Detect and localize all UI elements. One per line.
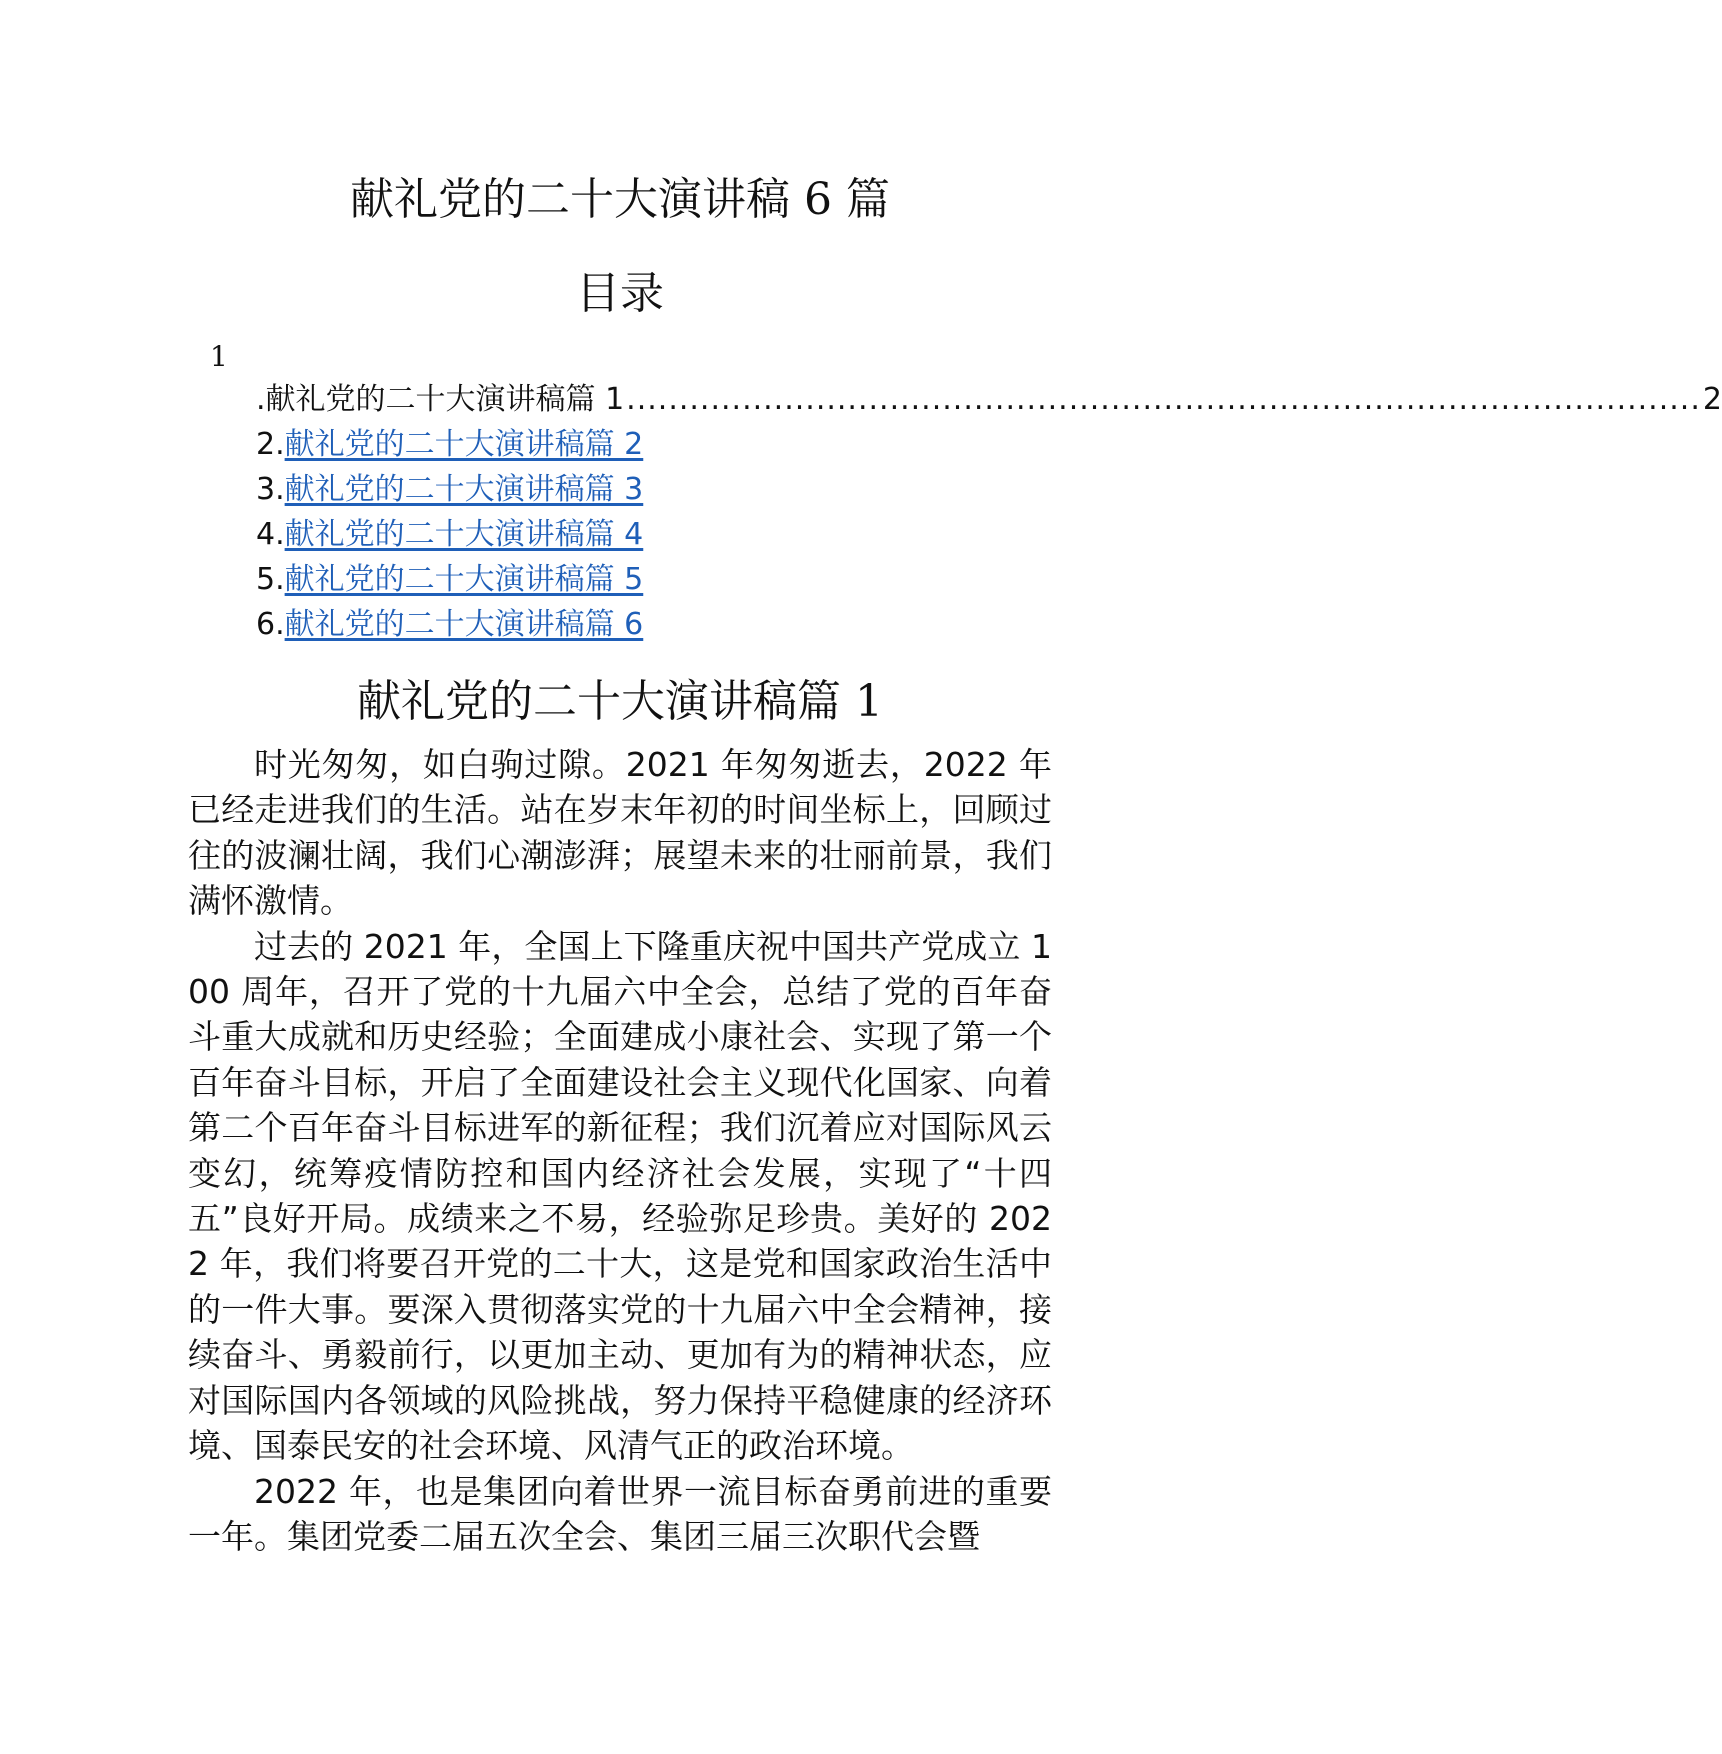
toc-link[interactable]: 献礼党的二十大演讲稿篇 4	[284, 517, 644, 552]
toc-entry-2[interactable]	[256, 422, 1054, 467]
document-title	[0, 168, 1240, 232]
toc-entry-4[interactable]	[256, 512, 1054, 557]
document-title-suffix: 篇	[846, 174, 890, 225]
toc-entry-5[interactable]	[256, 557, 1054, 602]
toc-entry-3[interactable]	[256, 467, 1054, 512]
toc-entry-number: 5.	[256, 562, 285, 597]
toc-heading: 目录	[576, 268, 664, 319]
toc-marker: 1	[210, 340, 228, 373]
section-heading-number: 1	[855, 676, 883, 727]
toc-entry-6[interactable]	[256, 602, 1054, 647]
toc-entry-number: 4.	[256, 517, 285, 552]
toc-entry-number: 2.	[256, 427, 285, 462]
toc-dot-leader: ......................................................................................................	[626, 382, 1701, 417]
section-heading-text: 献礼党的二十大演讲稿篇	[357, 676, 841, 727]
toc-link[interactable]: 献礼党的二十大演讲稿篇 3	[284, 472, 644, 507]
toc-link[interactable]: 献礼党的二十大演讲稿篇 5	[284, 562, 644, 597]
section-body	[188, 742, 1052, 1559]
toc-entry-number: 6.	[256, 607, 285, 642]
toc-link[interactable]: 献礼党的二十大演讲稿篇 2	[284, 427, 644, 462]
body-paragraph: 时光匆匆，如白驹过隙。2021 年匆匆逝去，2022 年已经走进我们的生活。站在岁末年初的时间坐标上，回顾过往的波澜壮阔，我们心潮澎湃；展望未来的壮丽前景，我们满怀激情。	[188, 745, 1052, 921]
toc-entry-number: 3.	[256, 472, 285, 507]
toc-entry-1[interactable]	[256, 377, 1722, 422]
toc-entry-label: .献礼党的二十大演讲稿篇 1	[256, 382, 625, 417]
toc-page-number: 2	[1702, 382, 1722, 417]
document-title-number: 6	[804, 174, 832, 225]
body-paragraph: 2022 年，也是集团向着世界一流目标奋勇前进的重要一年。集团党委二届五次全会、集团三届三次职代会暨	[188, 1471, 1052, 1556]
toc-link[interactable]: 献礼党的二十大演讲稿篇 6	[284, 607, 644, 642]
section-heading	[0, 670, 1240, 734]
body-paragraph: 过去的 2021 年，全国上下隆重庆祝中国共产党成立 100 周年，召开了党的十九届六中全会，总结了党的百年奋斗重大成就和历史经验；全面建成小康社会、实现了第一个百年奋斗目标，开启了全面建设社会主义现代化国家、向着第二个百年奋斗目标进军的新征程；我们沉着应对国际风云变幻，统筹疫情防控和国内经济社会发展，实现了“十四五”良好开局。成绩来之不易，经验弥足珍贵。美好的 2022 年，我们将要召开党的二十大，这是党和国家政治生活中的一件大事。要深入贯彻落实党的十九届六中全会精神，接续奋斗、勇毅前行，以更加主动、更加有为的精神状态，应对国际国内各领域的风险挑战，努力保持平稳健康的经济环境、国泰民安的社会环境、风清气正的政治环境。	[188, 926, 1052, 1466]
document-title-text: 献礼党的二十大演讲稿	[350, 174, 790, 225]
